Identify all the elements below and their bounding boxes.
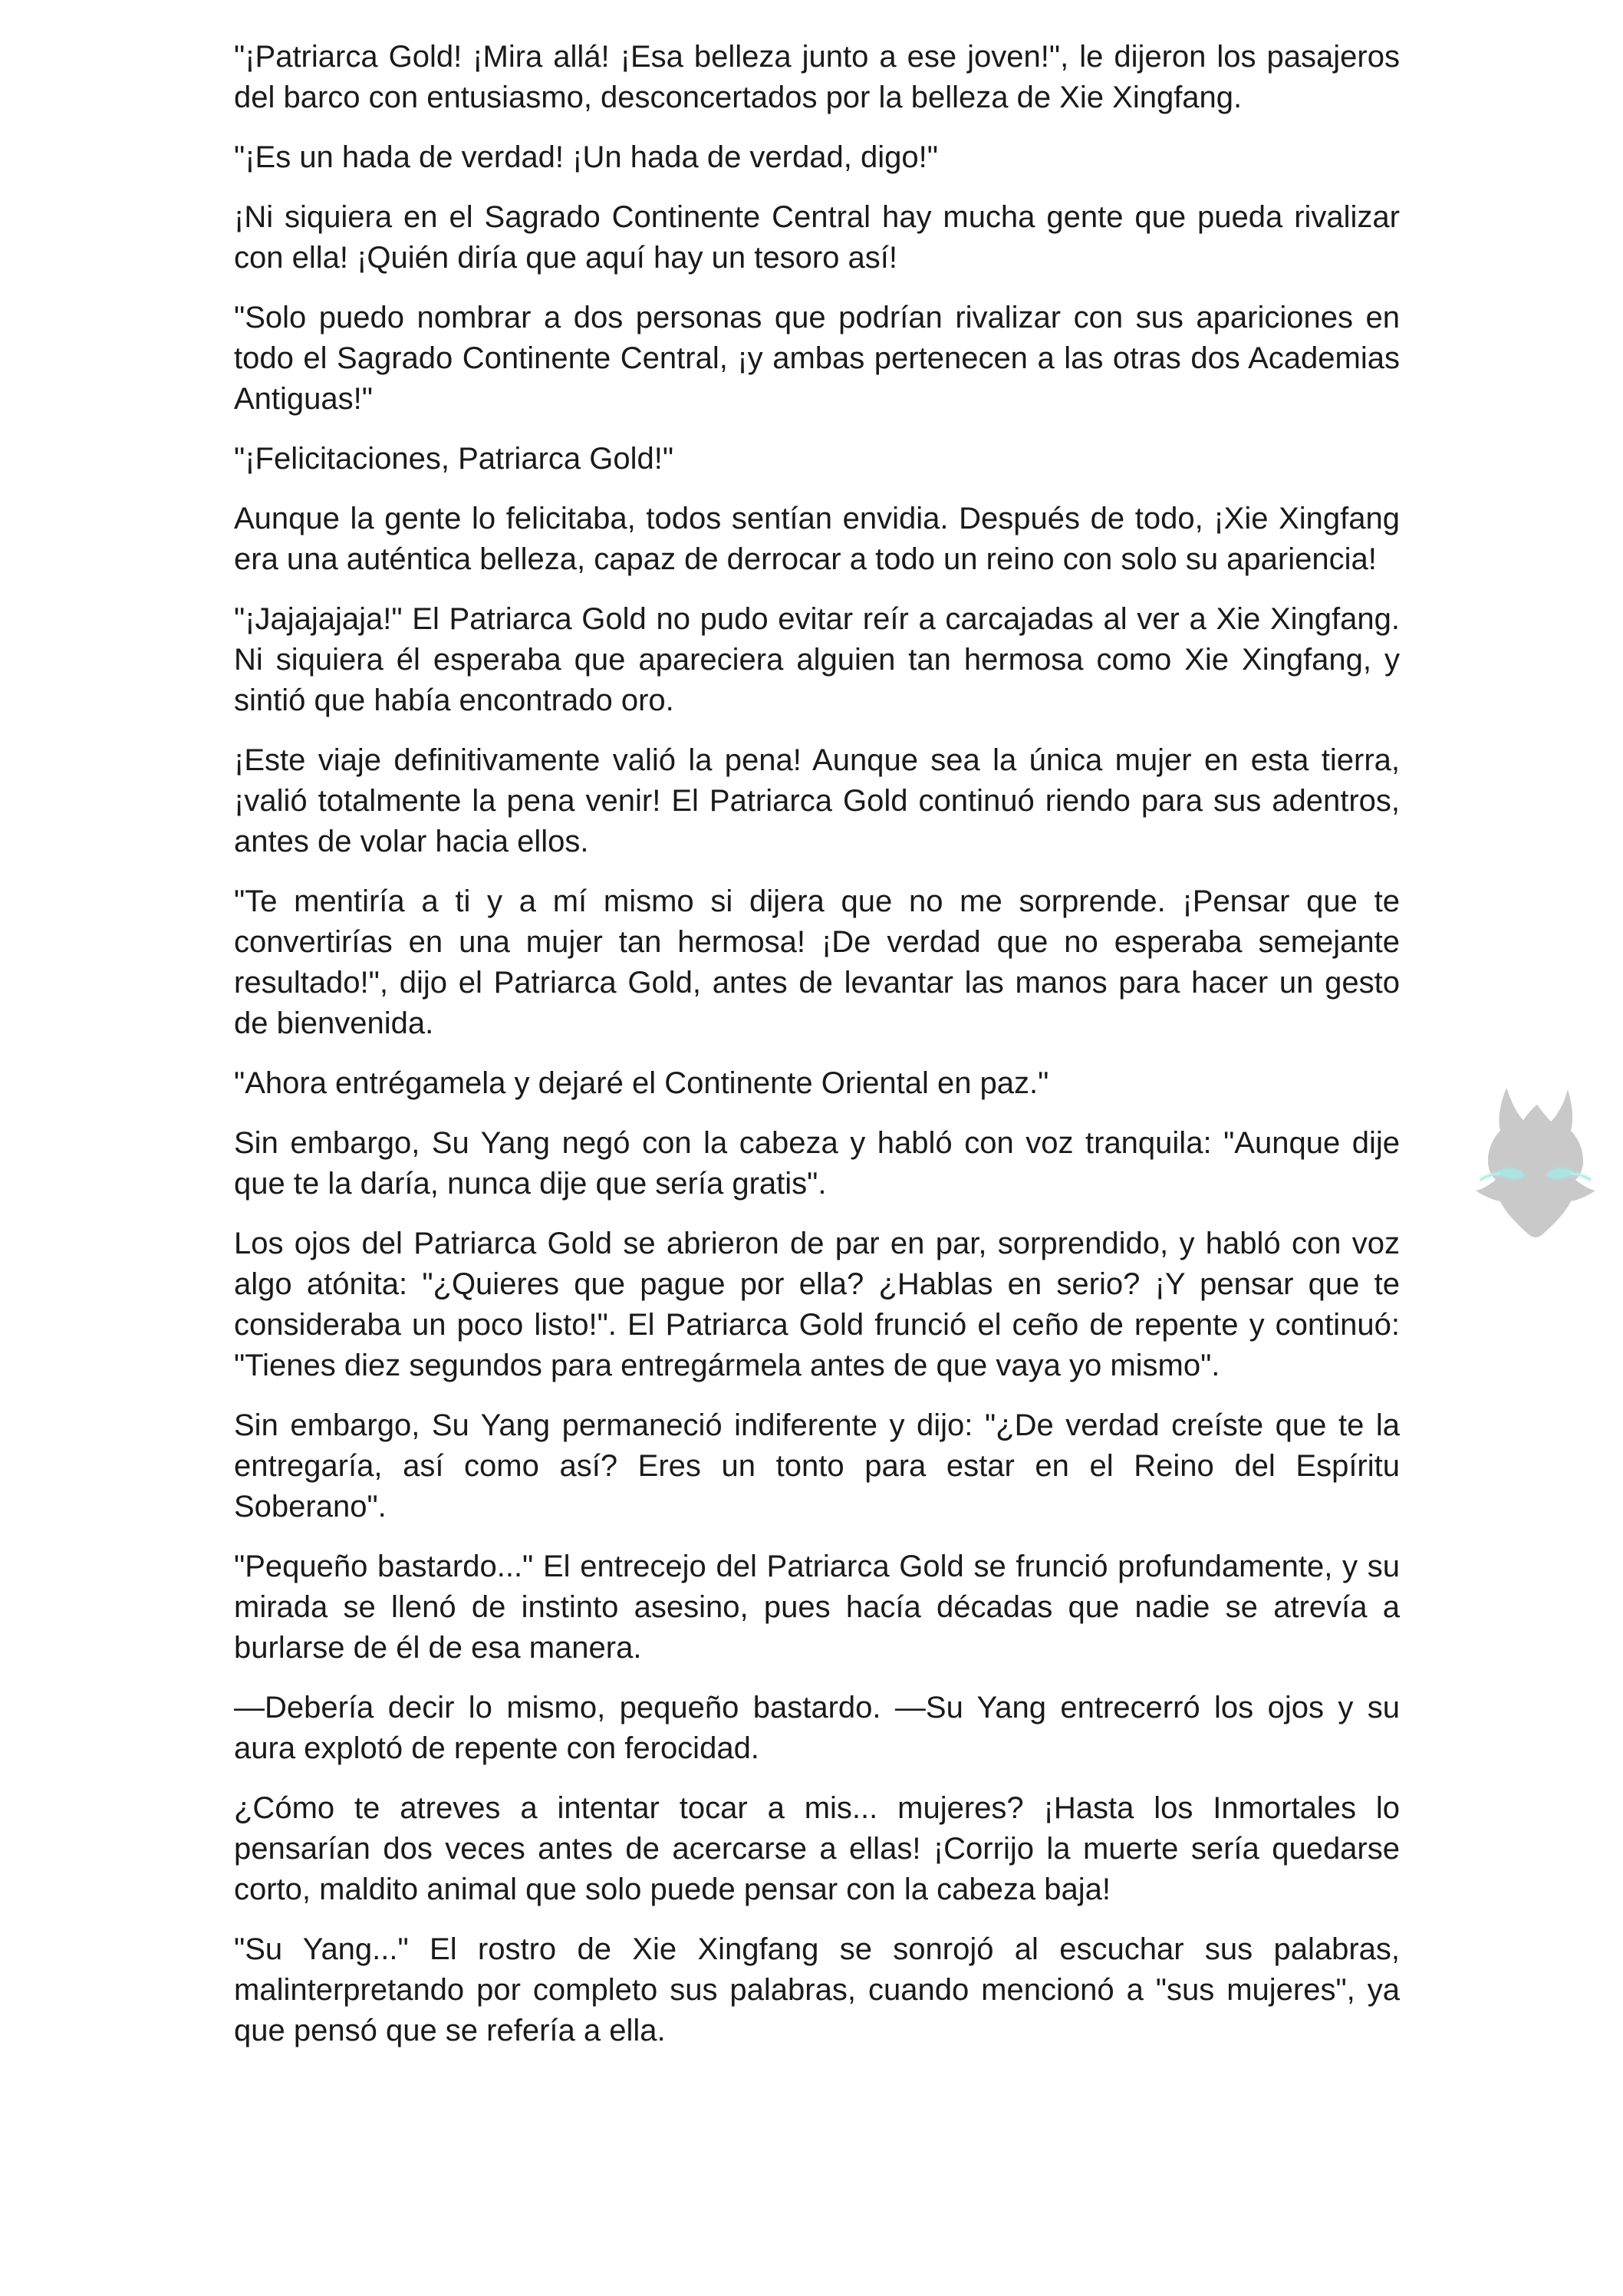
paragraph: ¡Ni siquiera en el Sagrado Continente Central hay mucha gente que pueda rivalizar con ella! ¡Quién diría que aquí hay un tesoro así! <box>234 200 1400 275</box>
paragraph: Sin embargo, Su Yang negó con la cabeza y habló con voz tranquila: "Aunque dije que te la daría, nunca dije que sería gratis". <box>234 1126 1400 1201</box>
paragraph: "¡Patriarca Gold! ¡Mira allá! ¡Esa belleza junto a ese joven!", le dijeron los pasajeros del barco con entusiasmo, desconcertados por la belleza de Xie Xingfang. <box>234 40 1400 114</box>
paragraph: "Su Yang..." El rostro de Xie Xingfang se sonrojó al escuchar sus palabras, malinterpretando por completo sus palabras, cuando mencionó a "sus mujeres", ya que pensó que se refería a ella. <box>234 1932 1400 2047</box>
paragraph: "¡Jajajajaja!" El Patriarca Gold no pudo evitar reír a carcajadas al ver a Xie Xingfang. Ni siquiera él esperaba que apareciera alguien tan hermosa como Xie Xingfang, y sintió que había encontrado oro. <box>234 602 1400 717</box>
paragraph: —Debería decir lo mismo, pequeño bastardo. —Su Yang entrecerró los ojos y su aura explotó de repente con ferocidad. <box>234 1691 1400 1765</box>
paragraph: "Solo puedo nombrar a dos personas que podrían rivalizar con sus apariciones en todo el Sagrado Continente Central, ¡y ambas pertenecen a las otras dos Academias Antiguas!" <box>234 301 1400 416</box>
paragraph: "Te mentiría a ti y a mí mismo si dijera que no me sorprende. ¡Pensar que te convertirías en una mujer tan hermosa! ¡De verdad que no esperaba semejante resultado!", dijo el Patriarca Gold, antes de levantar las manos para hacer un gesto de bienvenida. <box>234 884 1400 1040</box>
paragraph: Aunque la gente lo felicitaba, todos sentían envidia. Después de todo, ¡Xie Xingfang era una auténtica belleza, capaz de derrocar a todo un reino con solo su apariencia! <box>234 502 1400 576</box>
paragraph: "Pequeño bastardo..." El entrecejo del Patriarca Gold se frunció profundamente, y su mirada se llenó de instinto asesino, pues hacía décadas que nadie se atrevía a burlarse de él de esa manera. <box>234 1550 1400 1665</box>
paragraph: Sin embargo, Su Yang permaneció indiferente y dijo: "¿De verdad creíste que te la entregaría, así como así? Eres un tonto para estar en el Reino del Espíritu Soberano". <box>234 1408 1400 1524</box>
paragraph: ¡Este viaje definitivamente valió la pena! Aunque sea la única mujer en esta tierra, ¡valió totalmente la pena venir! El Patriarca Gold continuó riendo para sus adentros, antes de volar hacia ellos. <box>234 743 1400 858</box>
document-body <box>234 37 1400 2070</box>
paragraph: ¿Cómo te atreves a intentar tocar a mis... mujeres? ¡Hasta los Inmortales lo pensarían dos veces antes de acercarse a ellas! ¡Corrijo la muerte sería quedarse corto, maldito animal que solo puede pensar con la cabeza baja! <box>234 1791 1400 1906</box>
paragraph: "Ahora entrégamela y dejaré el Continente Oriental en paz." <box>234 1066 1049 1100</box>
demon-head-icon <box>1467 1074 1605 1239</box>
paragraph: "¡Es un hada de verdad! ¡Un hada de verdad, digo!" <box>234 140 938 174</box>
paragraph: Los ojos del Patriarca Gold se abrieron de par en par, sorprendido, y habló con voz algo atónita: "¿Quieres que pague por ella? ¿Hablas en serio? ¡Y pensar que te consideraba un poco listo!". El Patriarca Gold frunció el ceño de repente y continuó: "Tienes diez segundos para entregármela antes de que vaya yo mismo". <box>234 1227 1400 1382</box>
paragraph: "¡Felicitaciones, Patriarca Gold!" <box>234 442 674 476</box>
